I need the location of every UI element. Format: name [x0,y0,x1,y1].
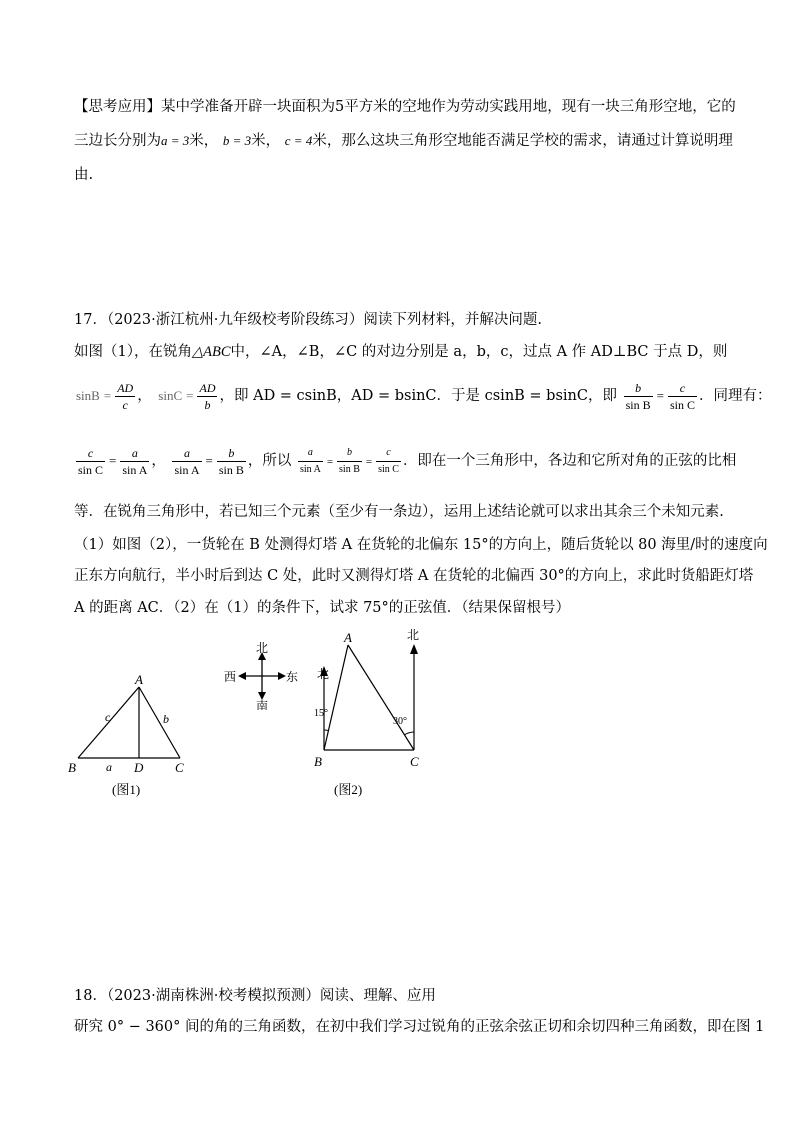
fig1-label-c: C [175,760,184,775]
q16-b-value: b = 3 [222,133,252,148]
q18-paragraph-1: 研究 0° − 360° 间的角的三角函数，在初中我们学习过锐角的正弦余弦正切和余切四种三角函数，即在图 1 [74,1019,765,1035]
fig2-north-arrow-c-icon [410,644,418,654]
q17-p1-a: 如图（1），在锐角 [74,344,192,360]
fig2-angle-c-label: 30° [393,716,407,727]
fig1-label-b: B [68,760,76,775]
fig2-angle-c-arc [405,732,415,735]
fig2-north-label-right: 北 [407,628,420,642]
q17-p1-b: 中，∠A，∠B，∠C 的对边分别是 a，b，c，过点 A 作 AD⊥BC 于点 D，则 [230,344,728,360]
compass-rose [220,640,310,710]
q16-line2-prefix: 三边长分别为 [74,133,161,149]
sinC-label: sinC [158,388,183,403]
q17-paragraph-4: 等．在锐角三角形中，若已知三个元素（至少有一条边），运用上述结论就可以求出其余三个未知元素. [74,504,724,520]
compass-east-label: 东 [286,670,299,684]
fig1-label-side-c: c [105,710,111,724]
fraction-ad-over-c: $\frac{AD}{c}$ [117,380,134,412]
fraction-c-over-sinC-2: $\frac{c}{\text{sin C}}$ [78,445,104,477]
q17-p2-mid: ，即 AD = csinB，AD = bsinC．于是 csinB = bsinC，即 [219,388,617,404]
fig2-north-label-left: 北 [317,667,330,681]
fig1-side-b [139,687,180,758]
q17-paragraph-1 [74,342,727,362]
q16-line-3: 由. [74,167,94,183]
q17-paragraph-6: 正东方向航行，半小时后到达 C 处，此时又测得灯塔 A 在货轮的北偏西 30°的方向上，求此时货船距灯塔 [74,568,754,584]
figure-1 [60,670,200,810]
q16-bracket-label: 【思考应用】 [74,99,161,115]
sinB-label: sinB [76,388,100,403]
compass-west-label: 西 [224,670,237,684]
fraction-a-over-sinA-3: $\frac{a}{\text{sin A}}$ [298,445,323,478]
fig2-side-ac [348,645,414,750]
fig1-label-d: D [134,760,144,775]
q16-line2-suffix: 米，那么这块三角形空地能否满足学校的需求，请通过计算说明理 [312,133,733,149]
q16-line-1 [74,97,736,117]
q16-line1-text: 某中学准备开辟一块面积为5平方米的空地作为劳动实践用地，现有一块三角形空地，它的 [161,99,736,115]
fraction-b-over-sinB: $\frac{b}{\text{sin B}}$ [625,380,651,412]
compass-south-label: 南 [256,699,269,710]
fraction-c-over-sinC: $\frac{c}{\text{sin C}}$ [669,380,695,412]
q17-p3-end: ．即在一个三角形中，各边和它所对角的正弦的比相 [402,453,737,469]
q16-unit-2: 米， [251,133,281,149]
fraction-c-over-sinC-3: $\frac{c}{\text{sin C}}$ [376,445,401,478]
q17-formula-line-1: sinB = $\frac{AD}{c}$ ， sinC = $\frac{AD}{b}$ ，即 AD = csinB，AD = bsinC．于是 csinB = bsinC，即 $\frac{b}{\text{sin B}}$ = $\frac{c}{\text{sin C}}$ ．同理有： [76,380,772,412]
fraction-b-over-sinB-3: $\frac{b}{\text{sin B}}$ [337,445,362,478]
q17-header: 17．（2023·浙江杭州·九年级校考阶段练习）阅读下列材料，并解决问题. [74,312,542,328]
east-arrow-icon [278,672,286,680]
q17-so: ，所以 [247,453,292,469]
fraction-a-over-sinA: $\frac{a}{\text{sin A}}$ [122,445,148,477]
fraction-ad-over-b: $\frac{AD}{b}$ [199,380,216,412]
q16-c-value: c = 4 [284,133,313,148]
fig2-angle-b-arc [324,730,329,731]
figure-2 [300,620,440,805]
q16-unit-1: 米， [189,133,219,149]
q16-a-value: a = 3 [161,133,190,148]
fig1-label-side-b: b [163,712,169,726]
compass-north-label: 北 [256,641,269,655]
q17-paragraph-7: A 的距离 AC．（2）在（1）的条件下，试求 75°的正弦值．（结果保留根号） [74,600,571,616]
fig2-angle-b-label: 15° [314,708,328,719]
q16-line-2 [74,131,733,151]
fraction-b-over-sinB-2: $\frac{b}{\text{sin B}}$ [218,445,244,477]
west-arrow-icon [238,672,246,680]
fig2-side-ba [324,645,348,750]
fig2-label-a: A [344,630,352,645]
fig2-caption: (图2) [334,782,363,797]
fig1-label-a: A [135,672,143,687]
q17-triangle-abc: △ABC [191,344,231,360]
q17-paragraph-5: （1）如图（2），一货轮在 B 处测得灯塔 A 在货轮的北偏东 15°的方向上，随后货轮以 80 海里/时的速度向 [74,537,768,553]
fig1-label-side-a: a [106,760,112,774]
q17-p2-end: ．同理有： [698,388,772,404]
q18-header: 18．（2023·湖南株洲·校考模拟预测）阅读、理解、应用 [74,988,436,1004]
fig1-caption: (图1) [112,782,141,797]
q17-formula-line-2: $\frac{c}{\text{sin C}}$ = $\frac{a}{\text{sin A}}$ ， $\frac{a}{\text{sin A}}$ = $\frac{b}{\text{sin B}}$ ，所以 $\frac{a}{\text{sin A}}$ = $\frac{b}{\text{sin B}}$ = $\frac{c}{\text{sin C}}$ ．即在一个三角形中，各边和它所对角的正弦的比相 [78,445,737,477]
fraction-a-over-sinA-2: $\frac{a}{\text{sin A}}$ [174,445,200,477]
fig2-label-c: C [410,754,419,769]
fig2-label-b: B [314,754,322,769]
